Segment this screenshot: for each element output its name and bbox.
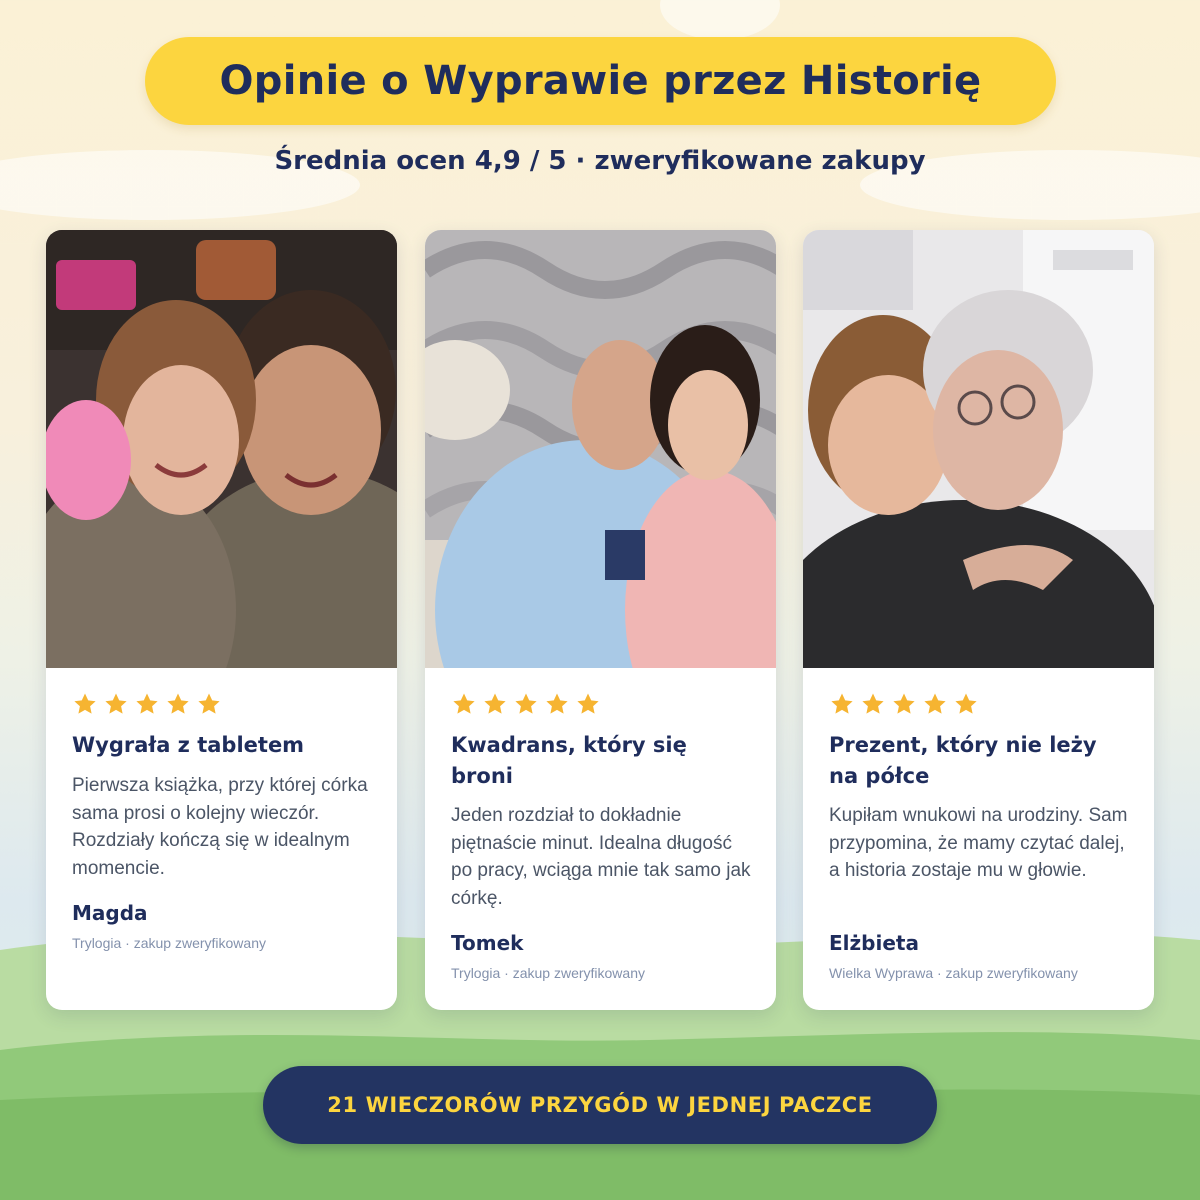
review-title: Kwadrans, który się broni bbox=[451, 733, 687, 788]
review-text: Pierwsza książka, przy której córka sama prosi o kolejny wieczór. Rozdziały kończą się w idealnym momencie. bbox=[72, 775, 368, 879]
star-icon bbox=[860, 692, 886, 716]
review-meta: Wielka Wyprawa · zakup zweryfikowany bbox=[829, 965, 1078, 981]
review-title: Prezent, który nie leży na półce bbox=[829, 733, 1097, 788]
photo-grandmother-grandson bbox=[803, 230, 1154, 668]
review-author: Elżbieta bbox=[829, 931, 919, 955]
review-photo bbox=[46, 230, 397, 668]
star-icon bbox=[513, 692, 539, 716]
cta-button[interactable] bbox=[263, 1066, 937, 1144]
review-photo bbox=[803, 230, 1154, 668]
star-icon bbox=[196, 692, 222, 716]
photo-mother-daughter bbox=[46, 230, 397, 668]
star-rating bbox=[451, 692, 601, 716]
review-card bbox=[803, 230, 1154, 1010]
star-icon bbox=[953, 692, 979, 716]
review-author: Tomek bbox=[451, 931, 524, 955]
review-photo bbox=[425, 230, 776, 668]
title-banner bbox=[145, 37, 1056, 125]
review-author: Magda bbox=[72, 901, 148, 925]
review-title: Wygrała z tabletem bbox=[72, 733, 305, 757]
star-icon bbox=[544, 692, 570, 716]
star-icon bbox=[72, 692, 98, 716]
rating-summary: Średnia ocen 4,9 / 5 · zweryfikowane zakupy bbox=[274, 146, 926, 176]
star-icon bbox=[829, 692, 855, 716]
star-icon bbox=[451, 692, 477, 716]
star-rating bbox=[829, 692, 979, 716]
star-icon bbox=[103, 692, 129, 716]
star-icon bbox=[575, 692, 601, 716]
cta-label: 21 WIECZORÓW PRZYGÓD W JEDNEJ PACZCE bbox=[327, 1093, 873, 1117]
background-cloud bbox=[660, 0, 780, 40]
star-icon bbox=[482, 692, 508, 716]
star-icon bbox=[922, 692, 948, 716]
review-text: Jeden rozdział to dokładnie piętnaście minut. Idealna długość po pracy, wciąga mnie tak samo jak córkę. bbox=[451, 805, 751, 909]
star-icon bbox=[165, 692, 191, 716]
star-rating bbox=[72, 692, 222, 716]
review-meta: Trylogia · zakup zweryfikowany bbox=[72, 935, 266, 951]
star-icon bbox=[891, 692, 917, 716]
review-text: Kupiłam wnukowi na urodziny. Sam przypomina, że mamy czytać dalej, a historia zostaje mu w głowie. bbox=[829, 805, 1128, 881]
review-card bbox=[425, 230, 776, 1010]
photo-father-daughter bbox=[425, 230, 776, 668]
review-card bbox=[46, 230, 397, 1010]
page-title: Opinie o Wyprawie przez Historię bbox=[219, 58, 982, 104]
star-icon bbox=[134, 692, 160, 716]
review-meta: Trylogia · zakup zweryfikowany bbox=[451, 965, 645, 981]
